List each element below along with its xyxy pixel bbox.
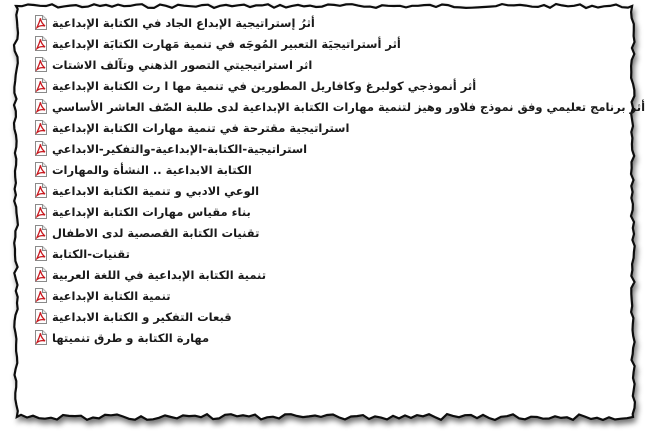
pdf-icon — [34, 120, 47, 135]
pdf-icon — [34, 78, 47, 93]
file-item-4[interactable] — [34, 75, 624, 96]
file-name: مهارة الكتابة و طرق تنميتها — [52, 330, 210, 345]
file-name: بناء مقياس مهارات الكتابة الإبداعية — [52, 204, 251, 219]
file-name: تقنيات الكتابة القصصية لدى الاطفال — [52, 225, 260, 240]
file-item-15[interactable] — [34, 306, 624, 327]
file-name: أثر أنموذجي كولبرغ وكافاريل المطورين في تنمية مها ا رت الكتابة الإبداعية — [52, 78, 477, 93]
pdf-icon — [34, 36, 47, 51]
pdf-icon — [34, 225, 47, 240]
pdf-icon — [34, 57, 47, 72]
file-item-10[interactable] — [34, 201, 624, 222]
file-name: أثر برنامج تعليمي وفق نموذج فلاور وهيز لتنمية مهارات الكتابة الإبداعية لدى طلبة الصّف العاشر الأساسي — [52, 99, 646, 114]
file-item-13[interactable] — [34, 264, 624, 285]
file-item-11[interactable] — [34, 222, 624, 243]
file-item-8[interactable] — [34, 159, 624, 180]
file-name: أثرُ إستراتيجية الإبداع الجاد في الكتابة الإبداعية — [52, 15, 315, 30]
file-item-3[interactable] — [34, 54, 624, 75]
file-name: الكتابة الابداعية .. النشأة والمهارات — [52, 162, 252, 177]
pdf-icon — [34, 15, 47, 30]
file-name: قبعات التفكير و الكتابة الابداعية — [52, 309, 232, 324]
file-name: استراتيجية-الكتابة-الإبداعية-والتفكير-الابداعي — [52, 141, 308, 156]
pdf-icon — [34, 162, 47, 177]
file-name: تنمية الكتابة الإبداعية في اللغة العربية — [52, 267, 267, 282]
pdf-icon — [34, 204, 47, 219]
pdf-icon — [34, 183, 47, 198]
file-item-7[interactable] — [34, 138, 624, 159]
file-item-2[interactable] — [34, 33, 624, 54]
file-name: اثر استراتيجيتي التصور الذهني وتآلف الاشتات — [52, 57, 313, 72]
file-item-6[interactable] — [34, 117, 624, 138]
file-name: تنمية الكتابة الإبداعية — [52, 288, 171, 303]
file-name: استراتيجية مقترحة في تنمية مهارات الكتابة الإبداعية — [52, 120, 350, 135]
pdf-icon — [34, 330, 47, 345]
pdf-icon — [34, 246, 47, 261]
file-item-5[interactable] — [34, 96, 646, 117]
pdf-icon — [34, 309, 47, 324]
file-item-1[interactable] — [34, 12, 624, 33]
pdf-icon — [34, 99, 47, 114]
file-list — [34, 12, 646, 348]
file-item-14[interactable] — [34, 285, 624, 306]
file-item-9[interactable] — [34, 180, 624, 201]
pdf-icon — [34, 141, 47, 156]
pdf-icon — [34, 267, 47, 282]
file-name: تقنيات-الكتابة — [52, 246, 130, 261]
pdf-icon — [34, 288, 47, 303]
file-name: أثر أستراتيجيَة التعبير المُوجَه في تنمية مَهارت الكتابَة الإبداعية — [52, 36, 401, 51]
file-name: الوعي الادبي و تنمية الكتابة الابداعية — [52, 183, 260, 198]
file-item-12[interactable] — [34, 243, 624, 264]
file-item-16[interactable] — [34, 327, 624, 348]
